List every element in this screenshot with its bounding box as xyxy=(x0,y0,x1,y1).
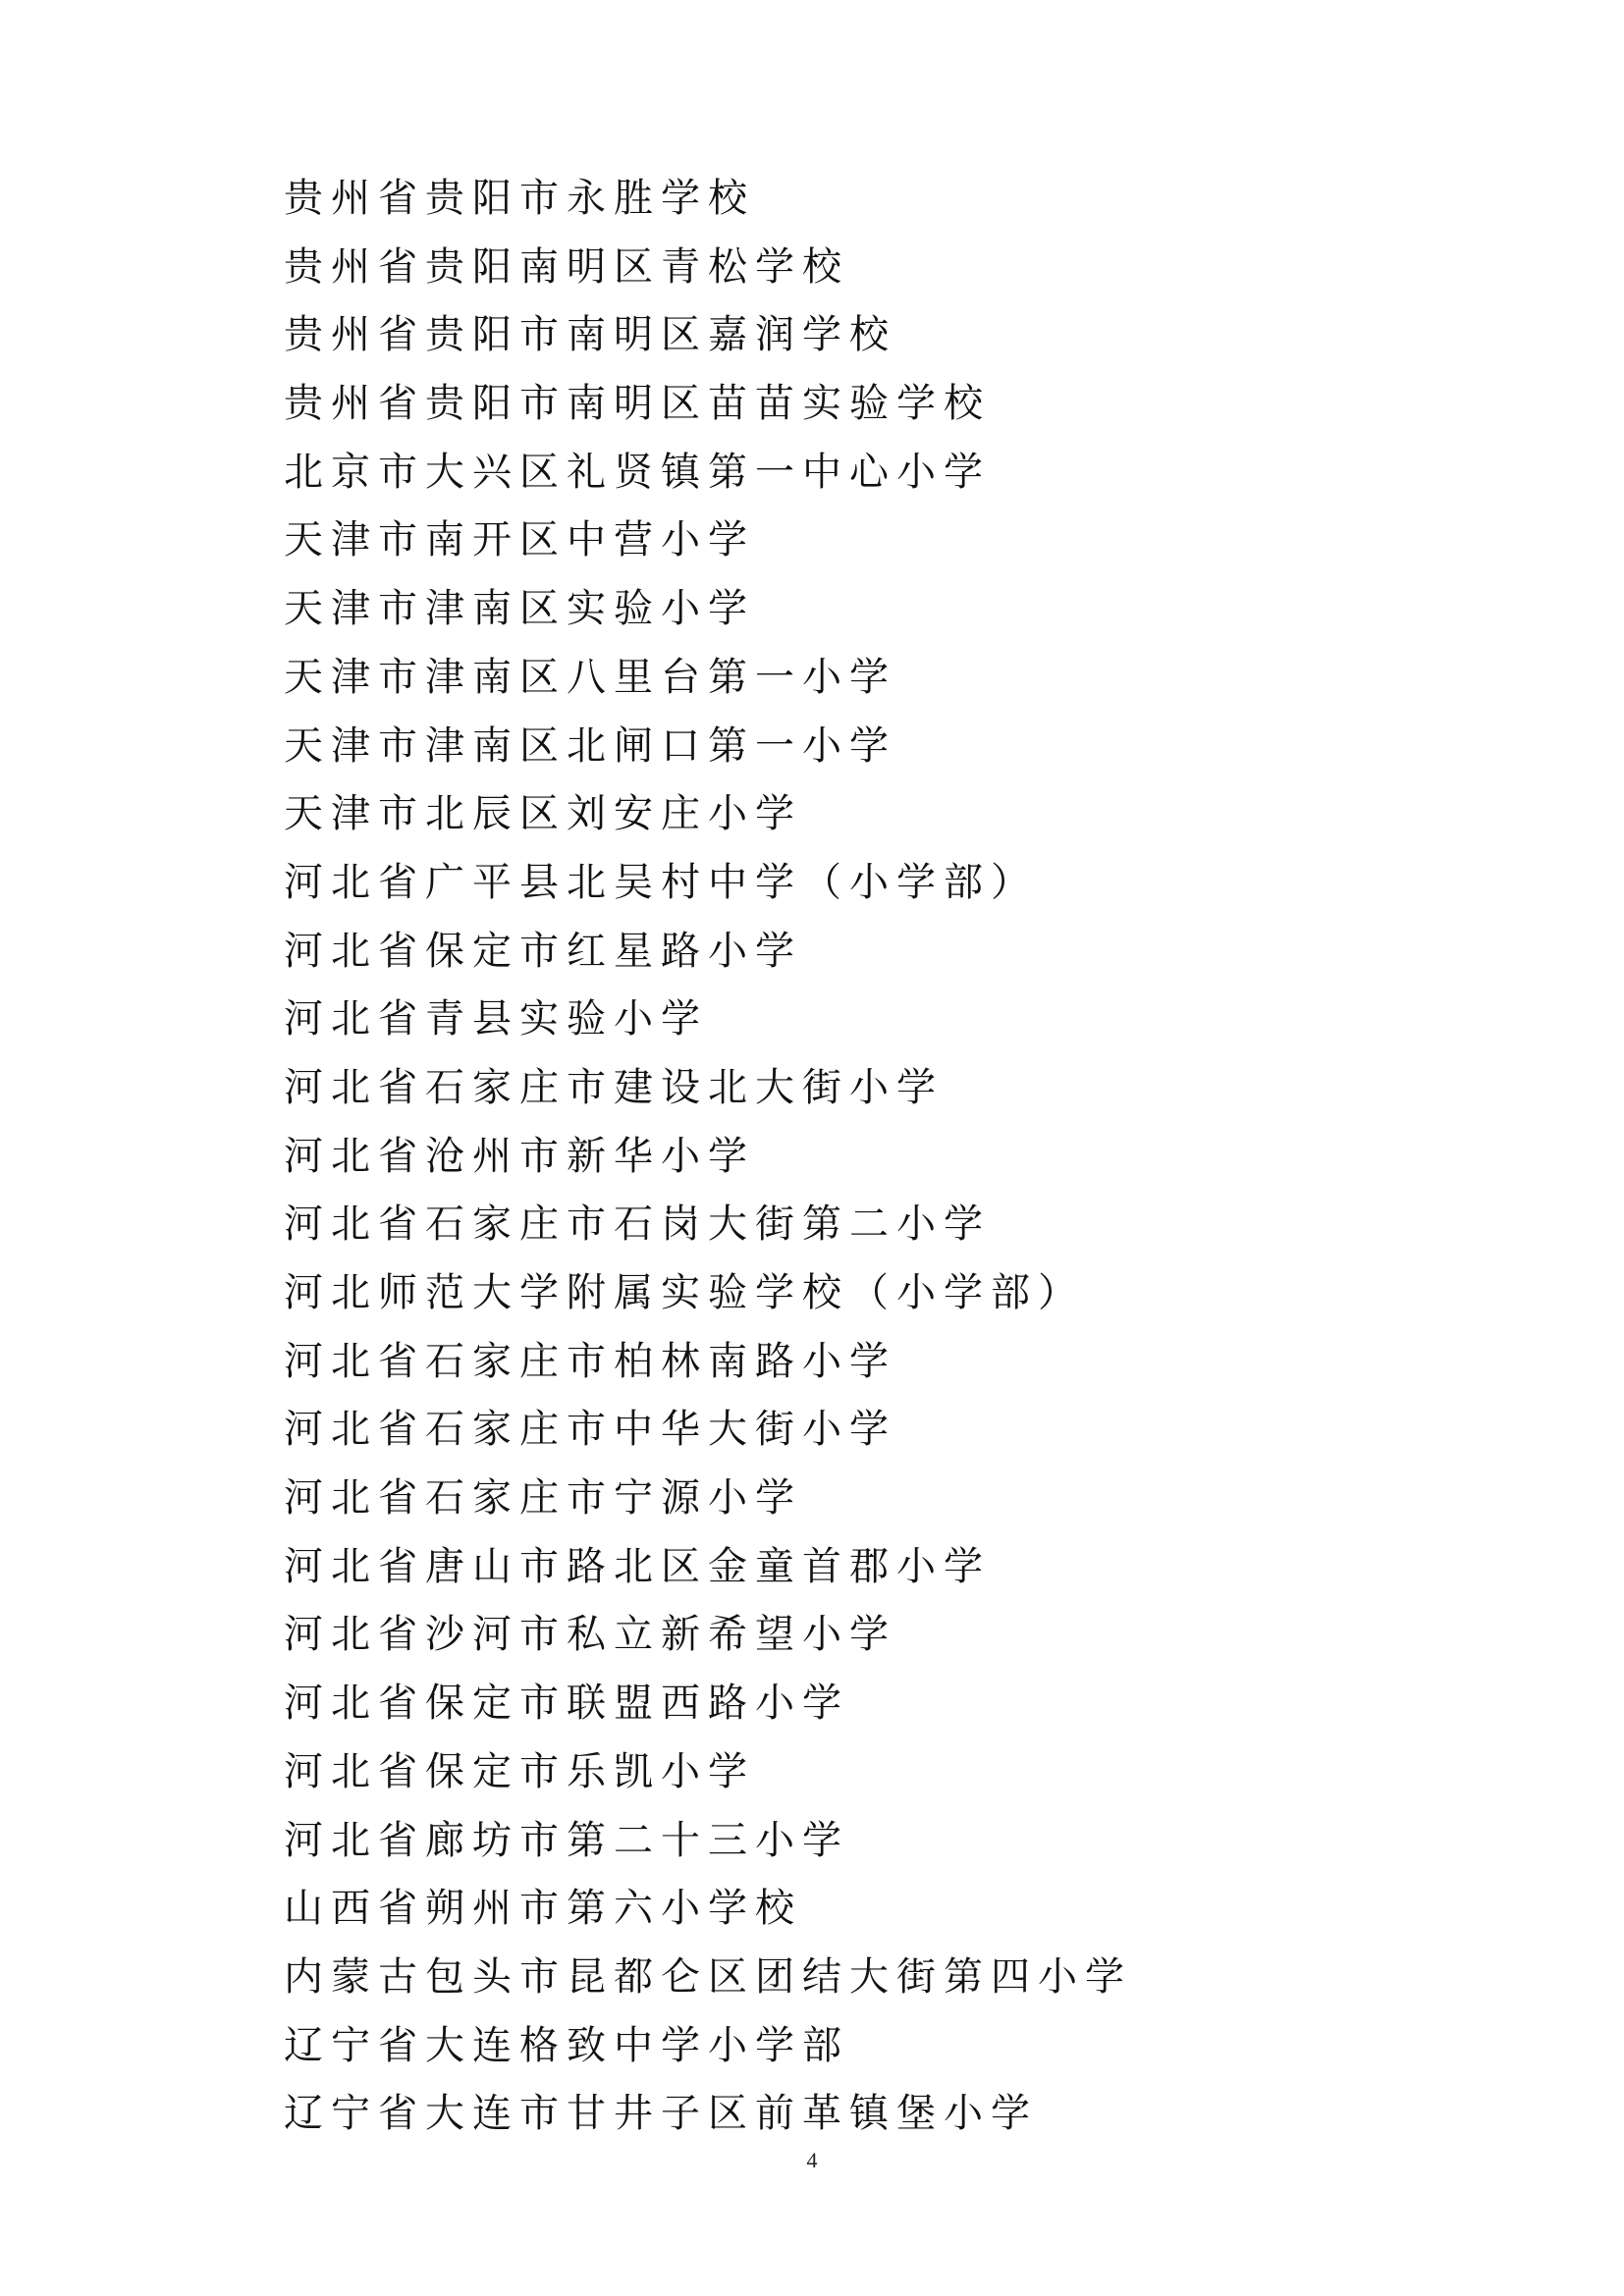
school-item: 河北省石家庄市柏林南路小学 xyxy=(284,1338,896,1384)
school-item: 河北省沙河市私立新希望小学 xyxy=(284,1612,896,1658)
school-item: 河北省青县实验小学 xyxy=(284,996,708,1042)
school-item: 河北省保定市乐凯小学 xyxy=(284,1748,755,1794)
school-item: 河北师范大学附属实验学校（小学部） xyxy=(284,1270,1085,1315)
school-item: 河北省广平县北吴村中学（小学部） xyxy=(284,859,1038,905)
school-list xyxy=(284,165,1132,2149)
school-item: 河北省保定市联盟西路小学 xyxy=(284,1681,849,1727)
school-item: 贵州省贵阳市南明区嘉润学校 xyxy=(284,312,896,358)
school-item: 贵州省贵阳市南明区苗苗实验学校 xyxy=(284,381,991,427)
school-item: 河北省石家庄市宁源小学 xyxy=(284,1475,802,1522)
school-item: 天津市津南区八里台第一小学 xyxy=(284,654,896,700)
school-item: 贵州省贵阳南明区青松学校 xyxy=(284,243,849,290)
school-item: 辽宁省大连市甘井子区前革镇堡小学 xyxy=(284,2091,1038,2137)
school-item: 河北省石家庄市中华大街小学 xyxy=(284,1407,896,1453)
school-item: 内蒙古包头市昆都仑区团结大街第四小学 xyxy=(284,1953,1132,2000)
school-item: 辽宁省大连格致中学小学部 xyxy=(284,2022,849,2068)
school-item: 天津市津南区实验小学 xyxy=(284,586,755,632)
school-item: 河北省唐山市路北区金童首郡小学 xyxy=(284,1543,991,1589)
school-item: 河北省沧州市新华小学 xyxy=(284,1133,755,1179)
school-item: 天津市北辰区刘安庄小学 xyxy=(284,791,802,837)
school-item: 山西省朔州市第六小学校 xyxy=(284,1886,802,1932)
page-number: 4 xyxy=(806,2148,818,2172)
school-item: 天津市南开区中营小学 xyxy=(284,517,755,563)
school-item: 河北省保定市红星路小学 xyxy=(284,928,802,974)
school-item: 天津市津南区北闸口第一小学 xyxy=(284,722,896,769)
school-item: 河北省石家庄市石岗大街第二小学 xyxy=(284,1201,991,1248)
school-item: 河北省廊坊市第二十三小学 xyxy=(284,1817,849,1863)
school-item: 河北省石家庄市建设北大街小学 xyxy=(284,1064,944,1110)
school-item: 北京市大兴区礼贤镇第一中心小学 xyxy=(284,449,991,495)
school-item: 贵州省贵阳市永胜学校 xyxy=(284,176,755,221)
